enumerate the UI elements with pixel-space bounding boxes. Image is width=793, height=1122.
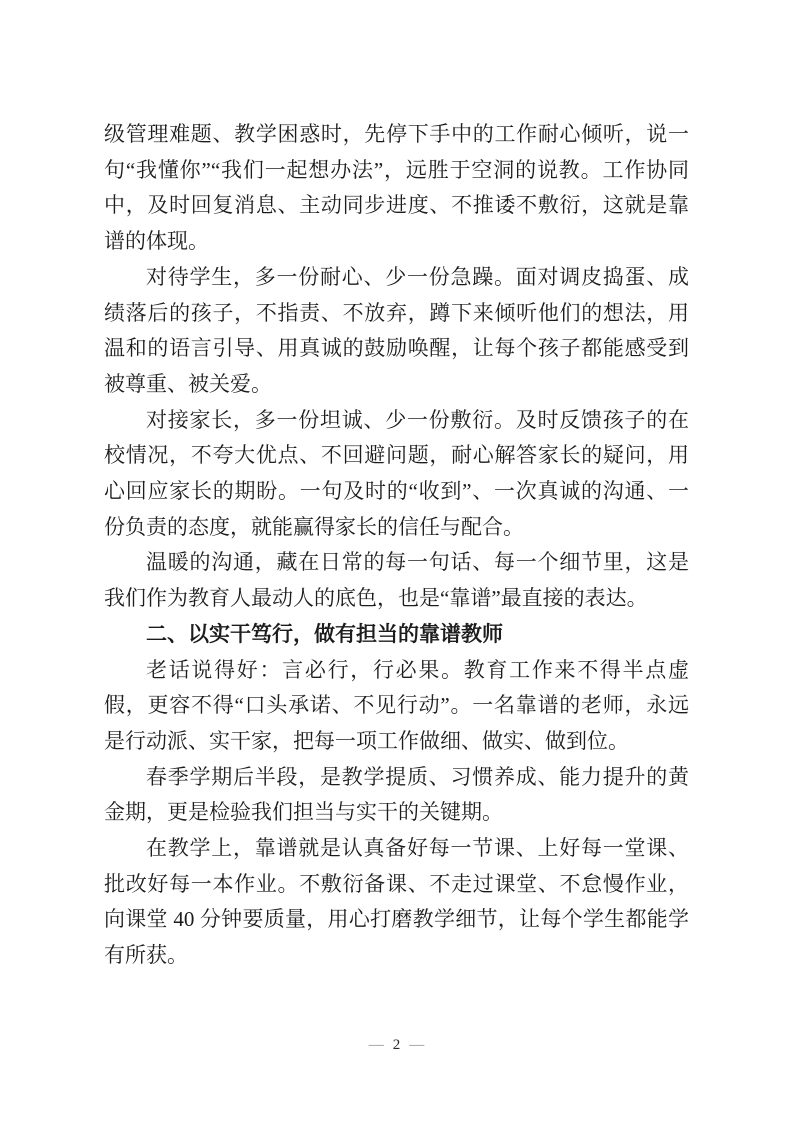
body-paragraph: 春季学期后半段，是教学提质、习惯养成、能力提升的黄金期，更是检验我们担当与实干的关键期。 (104, 764, 689, 825)
section-heading: 二、以实干笃行，做有担当的靠谱教师 (146, 621, 503, 646)
body-paragraph: 对待学生，多一份耐心、少一份急躁。面对调皮捣蛋、成绩落后的孩子，不指责、不放弃，蹲下来倾听他们的想法，用温和的语言引导、用真诚的鼓励唤醒，让每个孩子都能感受到被尊重、被关爱。 (104, 264, 689, 396)
body-paragraph: 温暖的沟通，藏在日常的每一句话、每一个细节里，这是我们作为教育人最动人的底色，也是“靠谱”最直接的表达。 (104, 550, 689, 611)
page-number: 2 (392, 1037, 401, 1053)
body-paragraph: 老话说得好：言必行，行必果。教育工作来不得半点虚假，更容不得“口头承诺、不见行动”。一名靠谱的老师，永远是行动派、实干家，把每一项工作做细、做实、做到位。 (104, 657, 689, 753)
body-paragraph-continuation: 级管理难题、教学困惑时，先停下手中的工作耐心倾听，说一句“我懂你”“我们一起想办法”，远胜于空洞的说教。工作协同中，及时回复消息、主动同步进度、不推诿不敷衍，这就是靠谱的体现。 (104, 122, 689, 254)
page-number-footer (0, 1036, 793, 1055)
document-body (104, 117, 689, 974)
footer-dash-left: — (368, 1037, 384, 1053)
footer-dash-right: — (409, 1037, 425, 1053)
body-paragraph: 在教学上，靠谱就是认真备好每一节课、上好每一堂课、批改好每一本作业。不敷衍备课、不走过课堂、不怠慢作业，向课堂 40 分钟要质量，用心打磨教学细节，让每个学生都能学有所获。 (104, 836, 689, 968)
body-paragraph: 对接家长，多一份坦诚、少一份敷衍。及时反馈孩子的在校情况，不夸大优点、不回避问题，耐心解答家长的疑问，用心回应家长的期盼。一句及时的“收到”、一次真诚的沟通、一份负责的态度，就能赢得家长的信任与配合。 (104, 407, 689, 539)
